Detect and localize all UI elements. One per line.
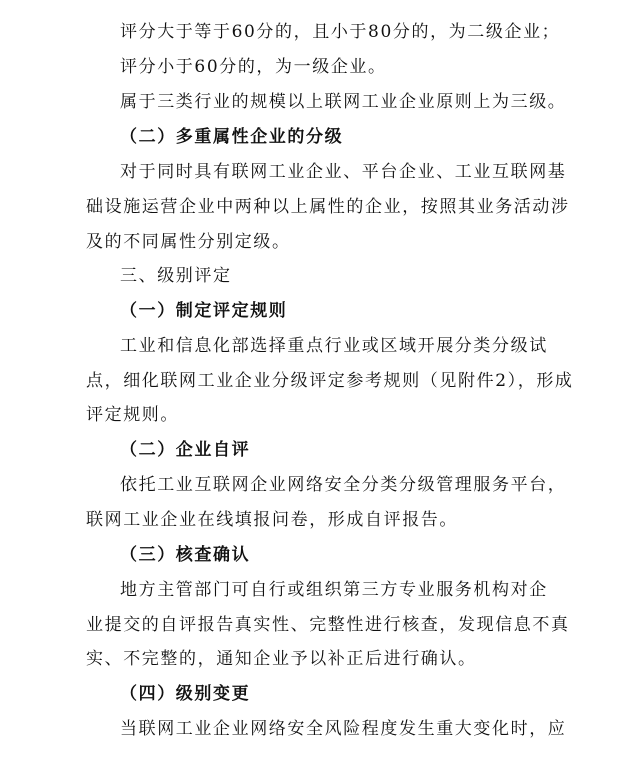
paragraph-line: 评分大于等于60分的，且小于80分的，为二级企业； [120, 22, 561, 42]
paragraph-line: 属于三类行业的规模以上联网工业企业原则上为三级。 [120, 92, 567, 112]
paragraph-line: 业提交的自评报告真实性、完整性进行核查，发现信息不真 [86, 615, 570, 635]
paragraph-line: 当联网工业企业网络安全风险程度发生重大变化时，应 [120, 719, 567, 739]
paragraph-line: 对于同时具有联网工业企业、平台企业、工业互联网基 [120, 162, 567, 182]
paragraph-line: 工业和信息化部选择重点行业或区域开展分类分级试 [120, 336, 548, 356]
paragraph-line: 联网工业企业在线填报问卷，形成自评报告。 [86, 510, 458, 530]
subsection-heading: （四）级别变更 [120, 684, 251, 704]
paragraph-line: 础设施运营企业中两种以上属性的企业，按照其业务活动涉 [86, 197, 570, 217]
paragraph-line: 地方主管部门可自行或组织第三方专业服务机构对企 [120, 580, 548, 600]
paragraph-line: 及的不同属性分别定级。 [86, 232, 291, 252]
subsection-heading: （二）多重属性企业的分级 [120, 127, 344, 147]
subsection-heading: （三）核查确认 [120, 545, 251, 565]
subsection-heading: （一）制定评定规则 [120, 301, 288, 321]
paragraph-line: 点，细化联网工业企业分级评定参考规则（见附件2），形成 [86, 371, 574, 391]
paragraph-line: 评定规则。 [86, 405, 179, 425]
subsection-heading: （二）企业自评 [120, 440, 251, 460]
paragraph-line: 评分小于60分的，为一级企业。 [120, 57, 387, 77]
section-heading: 三、级别评定 [120, 266, 232, 286]
paragraph-line: 实、不完整的，通知企业予以补正后进行确认。 [86, 649, 477, 669]
paragraph-line: 依托工业互联网企业网络安全分类分级管理服务平台， [120, 475, 567, 495]
